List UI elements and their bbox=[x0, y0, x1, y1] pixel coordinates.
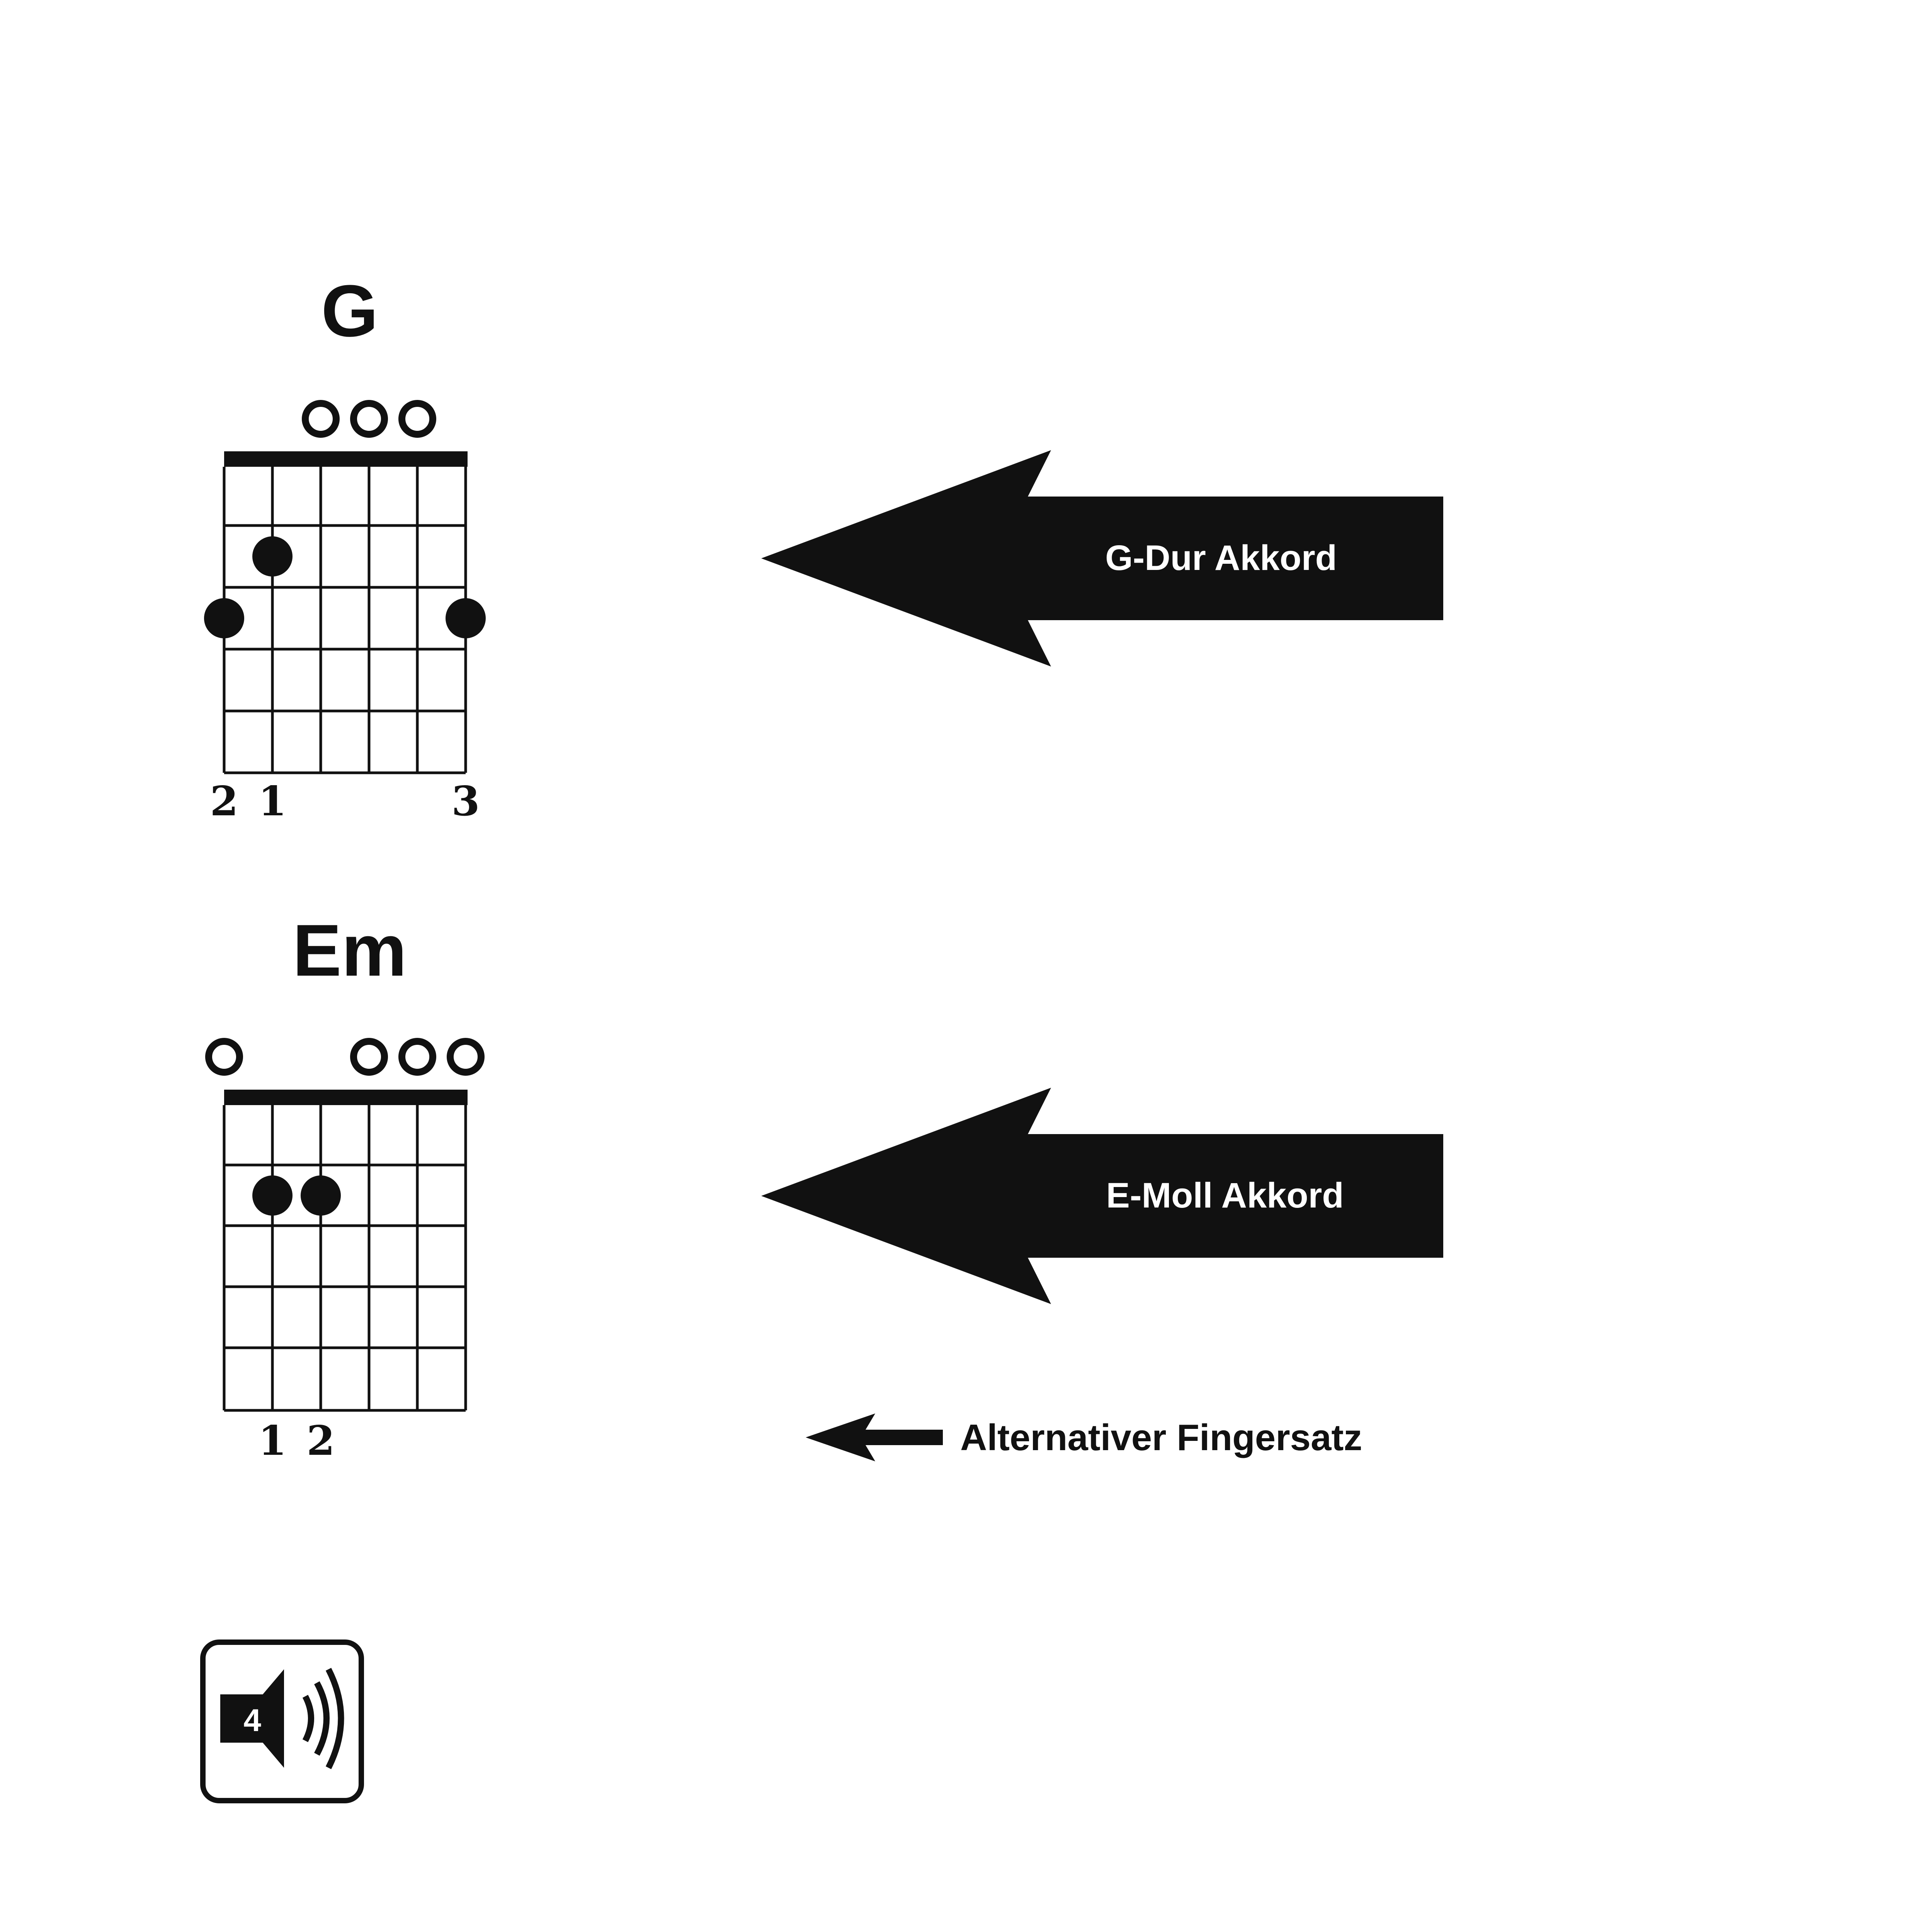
g-finger-numbers bbox=[210, 777, 480, 825]
alt-fingering-label: Alternativer Fingersatz bbox=[960, 1417, 1362, 1458]
finger-dot bbox=[252, 1175, 293, 1216]
finger-number: 2 bbox=[306, 1417, 335, 1464]
finger-dot bbox=[252, 536, 293, 577]
em-finger-numbers bbox=[258, 1417, 335, 1464]
open-string-marker bbox=[354, 1041, 384, 1072]
g-chord-arrow-callout bbox=[761, 450, 1443, 667]
left-arrow-shape bbox=[761, 450, 1443, 667]
g-chord-diagram bbox=[204, 270, 486, 825]
em-chord-diagram bbox=[209, 910, 481, 1464]
alt-fingering-note bbox=[806, 1413, 1362, 1461]
open-string-marker bbox=[402, 403, 433, 434]
em-chord-label: E-Moll Akkord bbox=[1106, 1176, 1344, 1215]
open-string-marker bbox=[402, 1041, 433, 1072]
open-string-marker bbox=[450, 1041, 481, 1072]
finger-number: 3 bbox=[451, 777, 480, 825]
open-string-marker bbox=[354, 403, 384, 434]
g-nut bbox=[224, 451, 468, 467]
open-string-marker bbox=[305, 403, 336, 434]
small-left-arrow-icon bbox=[806, 1413, 943, 1461]
open-string-marker bbox=[209, 1041, 240, 1072]
em-finger-dots bbox=[252, 1175, 341, 1216]
audio-track-badge[interactable] bbox=[203, 1642, 361, 1801]
g-open-strings bbox=[305, 403, 433, 434]
finger-dot bbox=[446, 598, 486, 638]
g-chord-name: G bbox=[321, 270, 378, 352]
finger-dot bbox=[301, 1175, 341, 1216]
g-chord-label: G-Dur Akkord bbox=[1105, 538, 1337, 578]
finger-dot bbox=[204, 598, 244, 638]
em-chord-arrow-callout bbox=[761, 1088, 1443, 1304]
em-chord-name: Em bbox=[293, 910, 407, 992]
em-nut bbox=[224, 1090, 468, 1105]
em-open-strings bbox=[209, 1041, 481, 1072]
finger-number: 2 bbox=[210, 777, 238, 825]
em-fretboard-grid bbox=[224, 1105, 466, 1410]
g-fretboard-grid bbox=[224, 467, 466, 773]
finger-number: 1 bbox=[258, 1417, 287, 1464]
audio-track-number: 4 bbox=[243, 1703, 261, 1738]
finger-number: 1 bbox=[258, 777, 287, 825]
